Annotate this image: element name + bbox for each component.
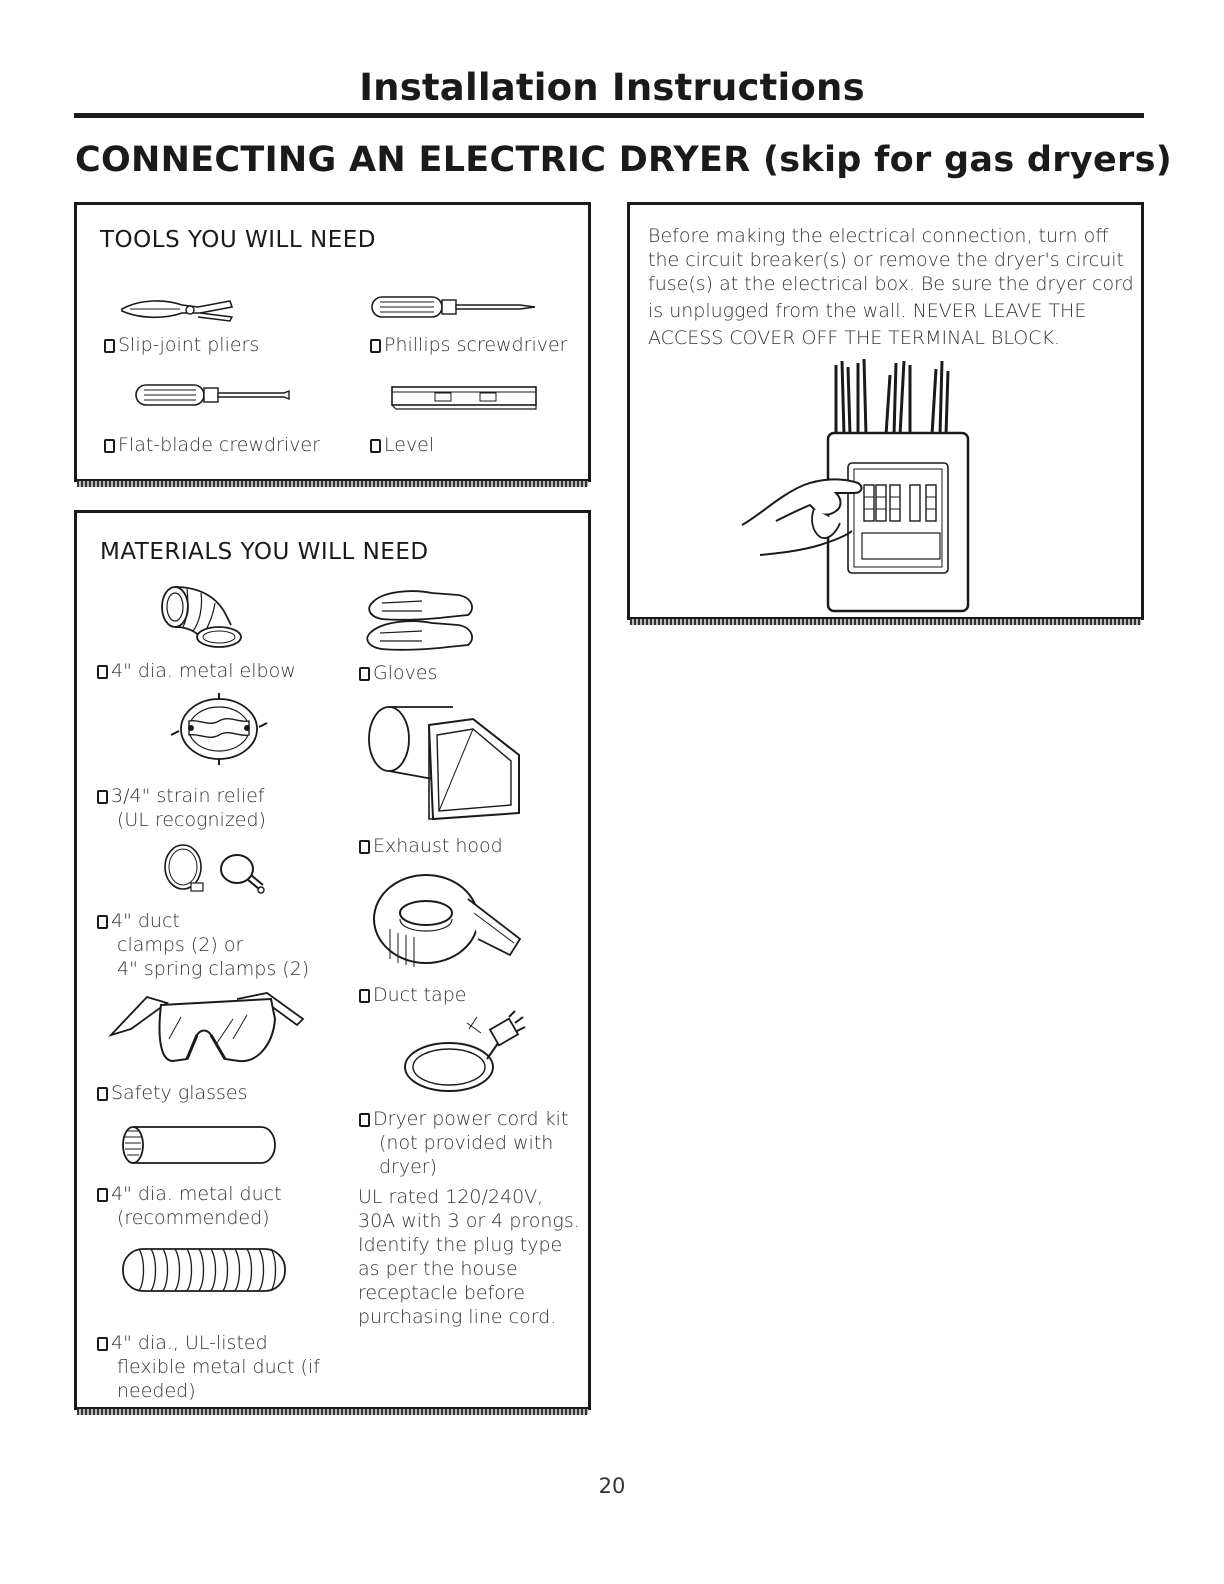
pliers-icon <box>120 295 240 325</box>
material-sublabel: (not provided with <box>379 1132 554 1154</box>
cord-note-line: as per the house <box>358 1258 518 1280</box>
material-label: 4" dia., UL-listed <box>97 1331 268 1355</box>
material-label: Gloves <box>359 661 437 685</box>
tool-label: Slip-joint pliers <box>104 333 259 357</box>
materials-box <box>74 510 591 1410</box>
phillips-screwdriver-icon <box>370 293 540 321</box>
gloves-icon <box>362 585 482 657</box>
duct-tape-icon <box>370 869 530 979</box>
checkbox-icon <box>104 439 115 453</box>
elbow-icon <box>157 585 247 655</box>
material-sublabel: clamps (2) or <box>117 934 244 956</box>
breaker-box-icon <box>740 355 980 615</box>
warning-line: Before making the electrical connection, turn off <box>648 225 1109 247</box>
material-sublabel: flexible metal duct (if <box>117 1356 320 1378</box>
materials-heading: MATERIALS YOU WILL NEED <box>100 539 429 565</box>
checkbox-icon <box>104 339 115 353</box>
material-sublabel: (UL recognized) <box>117 809 266 831</box>
metal-duct-icon <box>117 1125 277 1165</box>
flat-screwdriver-icon <box>134 381 294 409</box>
power-cord-icon <box>397 1009 537 1099</box>
material-label: Duct tape <box>359 983 466 1007</box>
warning-line: ACCESS COVER OFF THE TERMINAL BLOCK. <box>648 327 1060 349</box>
tools-box <box>74 202 591 482</box>
checkbox-icon <box>97 790 108 804</box>
cord-note-line: UL rated 120/240V, <box>358 1186 544 1208</box>
tools-heading: TOOLS YOU WILL NEED <box>100 227 376 253</box>
checkbox-icon <box>97 1087 108 1101</box>
material-sublabel: needed) <box>117 1380 196 1402</box>
warning-box <box>627 202 1144 620</box>
material-sublabel: dryer) <box>379 1156 438 1178</box>
warning-line: is unplugged from the wall. NEVER LEAVE THE <box>648 300 1087 322</box>
warning-line: the circuit breaker(s) or remove the dryer's circuit <box>648 249 1124 271</box>
tool-label: Level <box>370 433 434 457</box>
material-label: Exhaust hood <box>359 834 503 858</box>
checkbox-icon <box>97 1188 108 1202</box>
cord-note-line: Identify the plug type <box>358 1234 563 1256</box>
section-title: CONNECTING AN ELECTRIC DRYER (skip for gas dryers) <box>75 140 1172 180</box>
checkbox-icon <box>359 1113 370 1127</box>
page-number: 20 <box>598 1474 626 1498</box>
material-sublabel: 4" spring clamps (2) <box>117 958 310 980</box>
checkbox-icon <box>359 989 370 1003</box>
checkbox-icon <box>359 840 370 854</box>
material-label: 4" dia. metal elbow <box>97 659 296 683</box>
cord-note-line: receptacle before <box>358 1282 525 1304</box>
material-sublabel: (recommended) <box>117 1207 270 1229</box>
tool-label: Flat-blade crewdriver <box>104 433 320 457</box>
safety-glasses-icon <box>107 989 307 1069</box>
level-icon <box>390 383 540 411</box>
checkbox-icon <box>97 1337 108 1351</box>
material-label: Safety glasses <box>97 1081 248 1105</box>
warning-line: fuse(s) at the electrical box. Be sure the dryer cord <box>648 273 1134 295</box>
material-label: 4" duct <box>97 909 180 933</box>
cord-note-line: 30A with 3 or 4 prongs. <box>358 1210 580 1232</box>
material-label: 4" dia. metal duct <box>97 1182 282 1206</box>
checkbox-icon <box>370 339 381 353</box>
checkbox-icon <box>359 667 370 681</box>
tool-label: Phillips screwdriver <box>370 333 567 357</box>
page-header-title: Installation Instructions <box>359 66 865 109</box>
flexible-duct-icon <box>119 1245 289 1295</box>
strain-relief-icon <box>169 691 269 766</box>
cord-note-line: purchasing line cord. <box>358 1306 557 1328</box>
duct-clamps-icon <box>157 841 277 901</box>
checkbox-icon <box>97 665 108 679</box>
header-divider <box>74 113 1144 118</box>
checkbox-icon <box>370 439 381 453</box>
material-label: 3/4" strain relief <box>97 784 265 808</box>
material-label: Dryer power cord kit <box>359 1107 568 1131</box>
exhaust-hood-icon <box>363 699 523 825</box>
checkbox-icon <box>97 915 108 929</box>
